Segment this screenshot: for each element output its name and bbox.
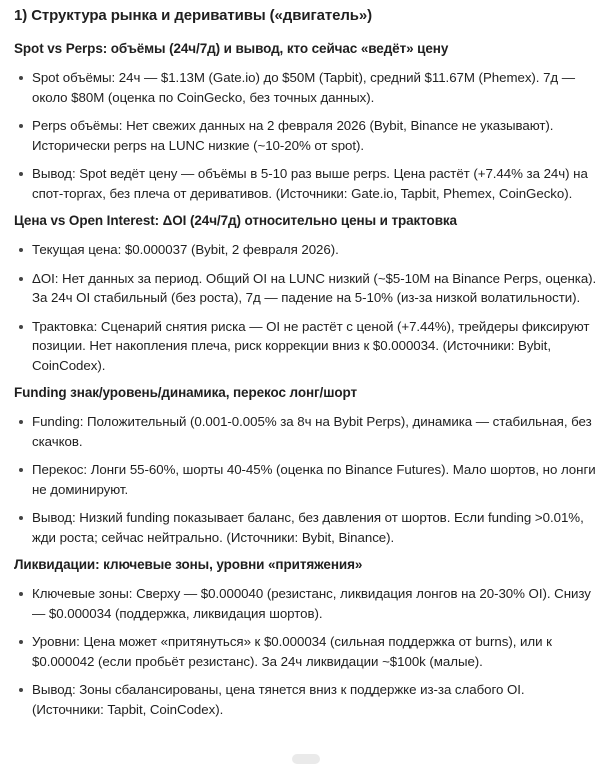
list-item: Funding: Положительный (0.001-0.005% за 8ч на Bybit Perps), динамика — стабильная, без скачков. bbox=[14, 412, 598, 451]
list-item: Перекос: Лонги 55-60%, шорты 40-45% (оценка по Binance Futures). Мало шортов, но лонги не доминируют. bbox=[14, 460, 598, 499]
section-heading: Цена vs Open Interest: ΔOI (24ч/7д) относительно цены и трактовка bbox=[14, 213, 457, 228]
list-item: Текущая цена: $0.000037 (Bybit, 2 февраля 2026). bbox=[14, 240, 598, 260]
list-item: Вывод: Spot ведёт цену — объёмы в 5-10 раз выше perps. Цена растёт (+7.44% за 24ч) на спот-торгах, без плеча от деривативов. (Источники: Gate.io, Tapbit, Phemex, CoinGecko). bbox=[14, 164, 598, 203]
bullet-list bbox=[14, 240, 598, 375]
list-item: Spot объёмы: 24ч — $1.13M (Gate.io) до $50M (Tapbit), средний $11.67M (Phemex). 7д — около $80M (оценка по CoinGecko, без точных данных). bbox=[14, 68, 598, 107]
list-item: ΔOI: Нет данных за период. Общий OI на LUNC низкий (~$5-10M на Binance Perps, оценка). За 24ч OI стабильный (без роста), 7д — падение на 5-10% (из-за низкой волатильности). bbox=[14, 269, 598, 308]
bullet-list bbox=[14, 584, 598, 719]
section-liquidations bbox=[14, 556, 598, 719]
section-heading: Funding знак/уровень/динамика, перекос лонг/шорт bbox=[14, 385, 357, 400]
list-item: Уровни: Цена может «притянуться» к $0.000034 (сильная поддержка от burns), или к $0.000042 (если пробьёт резистанс). За 24ч ликвидации ~$100k (малые). bbox=[14, 632, 598, 671]
list-item: Ключевые зоны: Сверху — $0.000040 (резистанс, ликвидация лонгов на 20-30% OI). Снизу — $0.000034 (поддержка, ликвидация шортов). bbox=[14, 584, 598, 623]
list-item: Perps объёмы: Нет свежих данных на 2 февраля 2026 (Bybit, Binance не указывают). Исторически perps на LUNC низкие (~10-20% от spot). bbox=[14, 116, 598, 155]
list-item: Вывод: Низкий funding показывает баланс, без давления от шортов. Если funding >0.01%, жди роста; сейчас нейтрально. (Источники: Bybit, Binance). bbox=[14, 508, 598, 547]
list-item: Вывод: Зоны сбалансированы, цена тянется вниз к поддержке из-за слабого OI. (Источники: Tapbit, CoinCodex). bbox=[14, 680, 598, 719]
scroll-down-button[interactable] bbox=[292, 754, 320, 764]
section-funding bbox=[14, 384, 598, 547]
bullet-list bbox=[14, 412, 598, 547]
page-title: 1) Структура рынка и деривативы («двигатель») bbox=[14, 7, 373, 24]
section-price-vs-oi bbox=[14, 212, 598, 375]
section-spot-vs-perps bbox=[14, 40, 598, 203]
section-heading: Ликвидации: ключевые зоны, уровни «притяжения» bbox=[14, 557, 363, 572]
list-item: Трактовка: Сценарий снятия риска — OI не растёт с ценой (+7.44%), трейдеры фиксируют позиции. Нет накопления плеча, риск коррекции вниз к $0.000034. (Источники: Bybit, CoinCodex). bbox=[14, 317, 598, 376]
section-heading: Spot vs Perps: объёмы (24ч/7д) и вывод, кто сейчас «ведёт» цену bbox=[14, 41, 449, 56]
bullet-list bbox=[14, 68, 598, 203]
